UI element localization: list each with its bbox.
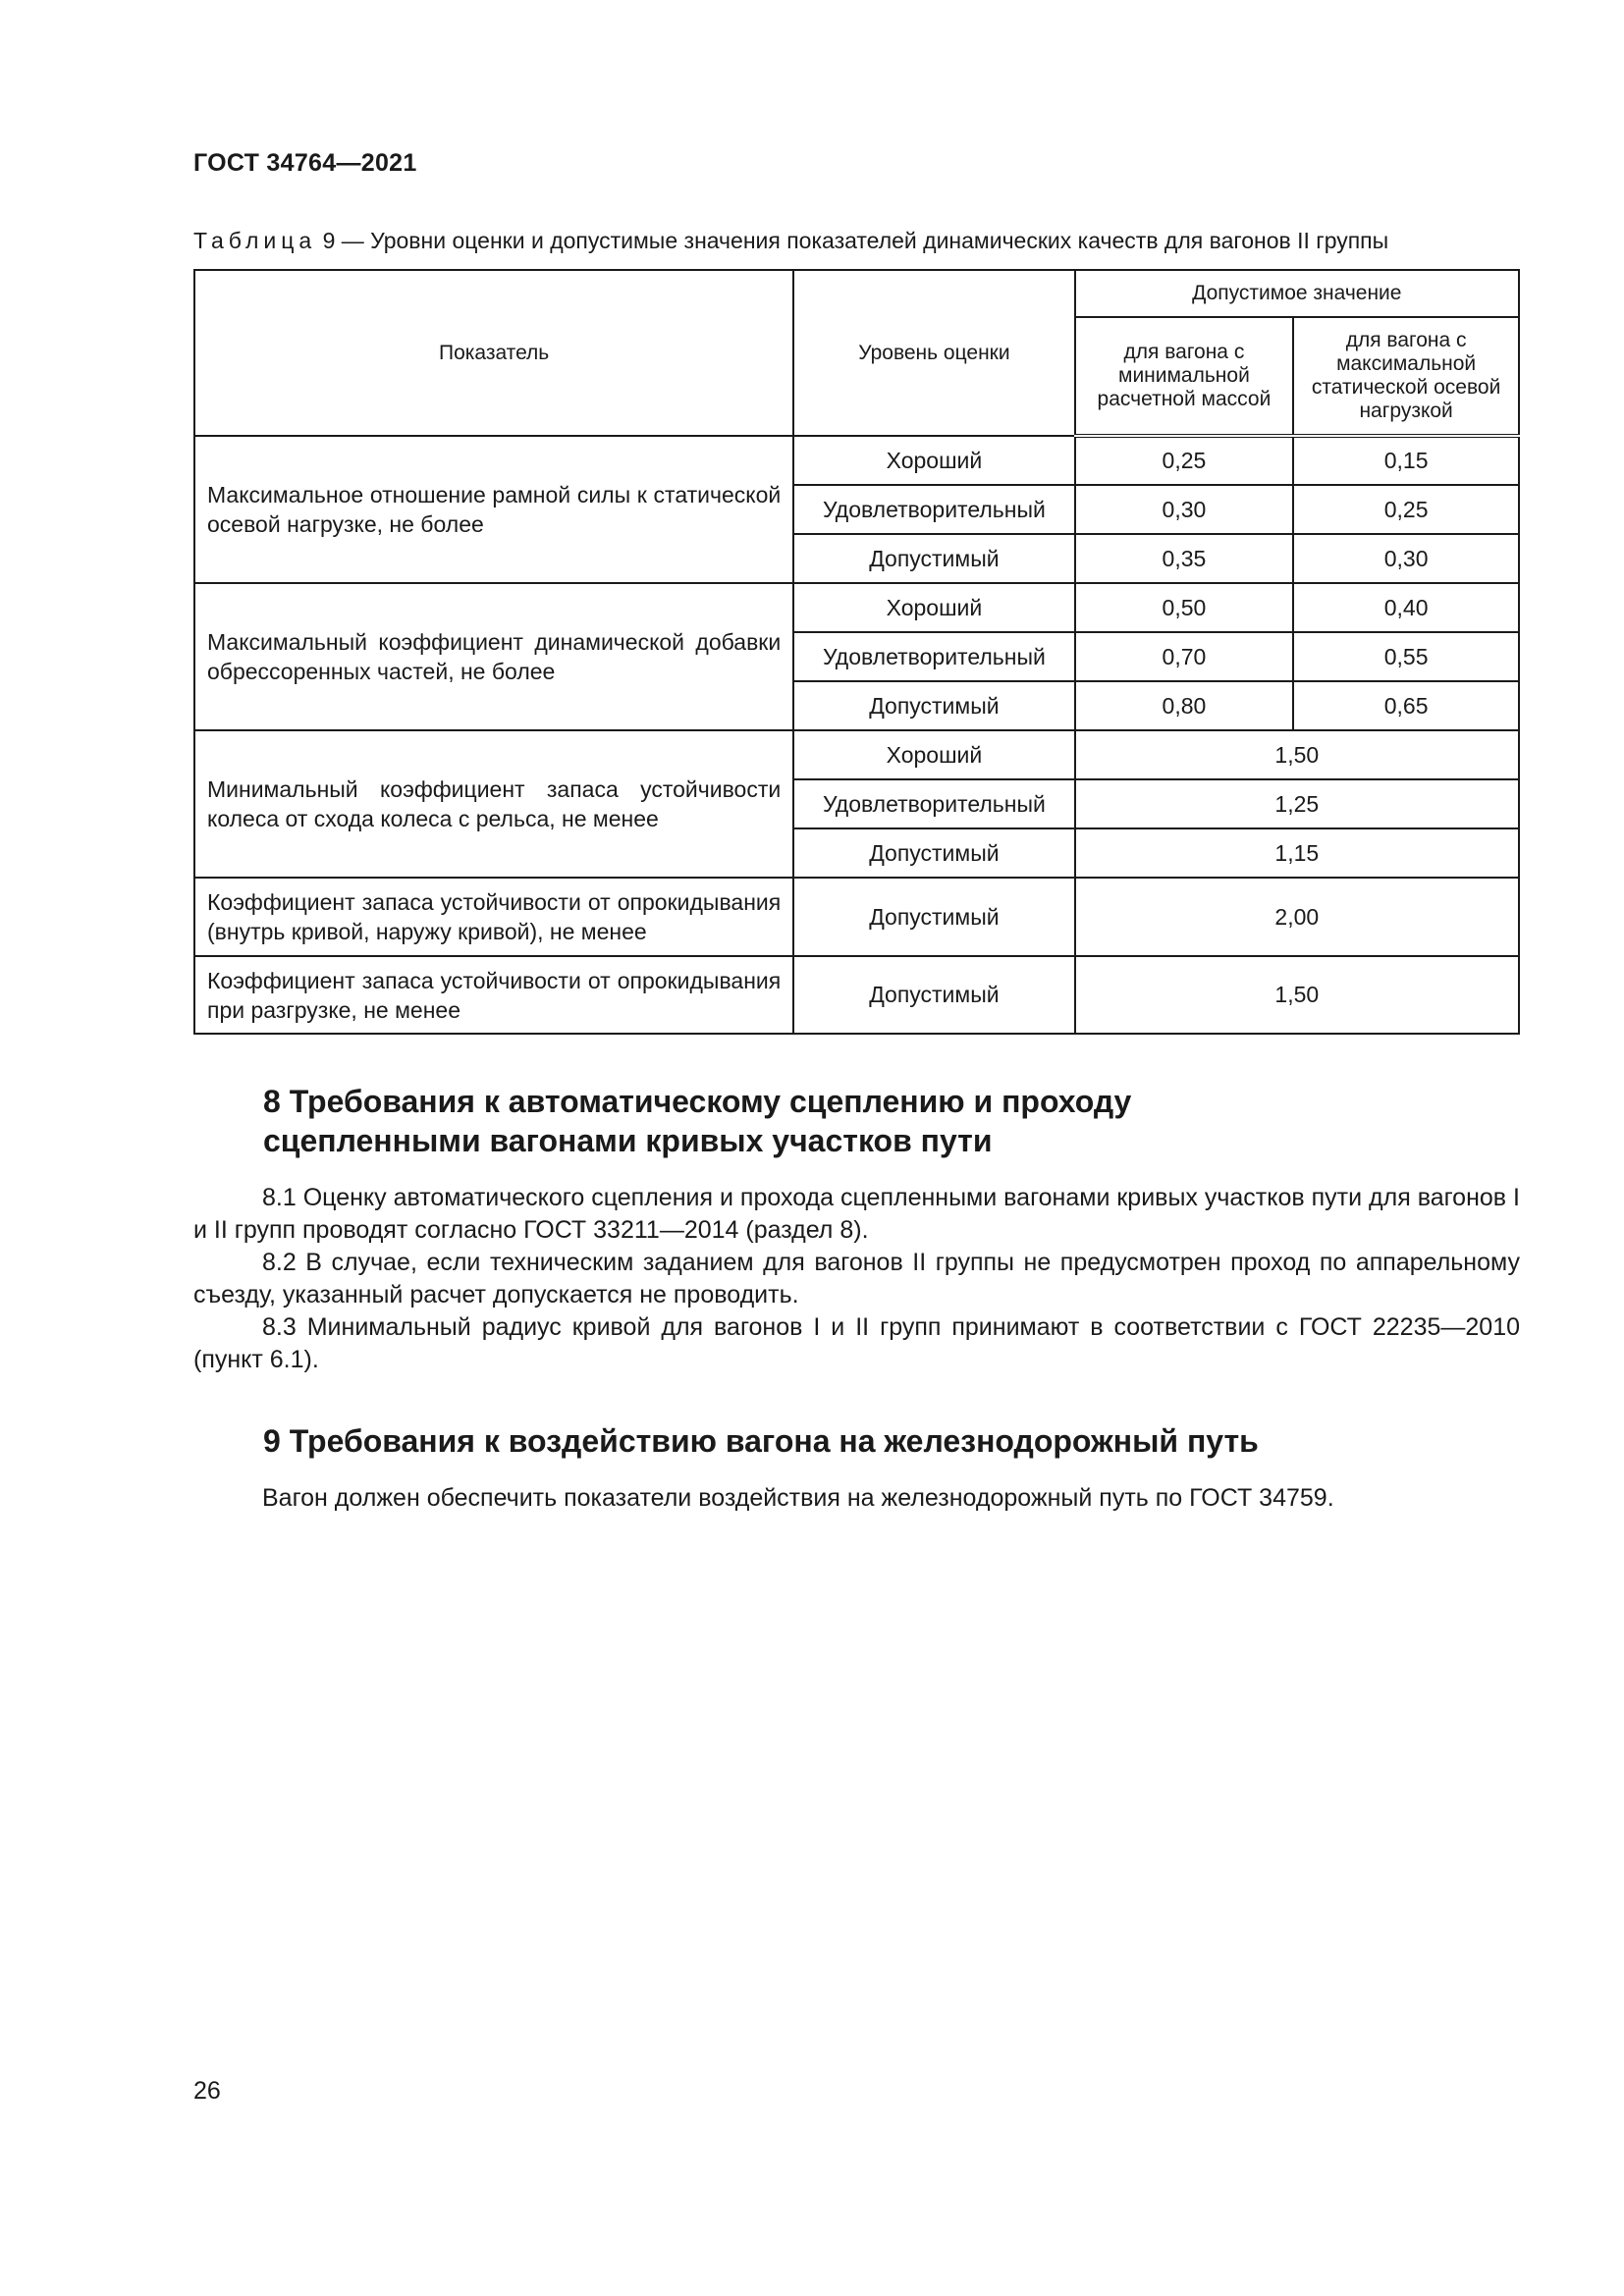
section-8-title-line1: 8 Требования к автоматическому сцеплению и проходу (263, 1084, 1132, 1119)
level-cell: Удовлетворительный (793, 779, 1074, 828)
table-row (194, 583, 1519, 632)
paragraph-9-text: Вагон должен обеспечить показатели воздействия на железнодорожный путь по ГОСТ 34759. (262, 1484, 1334, 1512)
page-number: 26 (193, 2077, 221, 2105)
value-max-cell: 0,30 (1293, 534, 1519, 583)
value-cell: 2,00 (1075, 878, 1519, 956)
value-max-cell: 0,40 (1293, 583, 1519, 632)
value-min-cell: 0,70 (1075, 632, 1294, 681)
paragraph-8-2 (193, 1247, 1520, 1311)
table-row (194, 956, 1519, 1034)
value-min-cell: 0,50 (1075, 583, 1294, 632)
value-min-cell: 0,80 (1075, 681, 1294, 730)
indicator-cell: Максимальное отношение рамной силы к статической осевой нагрузке, не более (194, 436, 793, 583)
table-caption-prefix: Таблица (193, 228, 317, 253)
value-max-cell: 0,25 (1293, 485, 1519, 534)
table-caption-text: 9 — Уровни оценки и допустимые значения показателей динамических качеств для вагонов II группы (316, 228, 1389, 253)
th-indicator: Показатель (194, 270, 793, 436)
section-8-title-line2: сцепленными вагонами кривых участков пути (263, 1123, 993, 1158)
paragraph-8-3-text: 8.3 Минимальный радиус кривой для вагонов I и II групп принимают в соответствии с ГОСТ 22235—2010 (пункт 6.1). (193, 1313, 1520, 1373)
value-min-cell: 0,25 (1075, 436, 1294, 485)
level-cell: Допустимый (793, 956, 1074, 1034)
th-allowed: Допустимое значение (1075, 270, 1519, 317)
level-cell: Допустимый (793, 534, 1074, 583)
indicator-cell: Коэффициент запаса устойчивости от опрокидывания (внутрь кривой, наружу кривой), не менее (194, 878, 793, 956)
value-max-cell: 0,65 (1293, 681, 1519, 730)
th-max-load: для вагона с максимальной статической осевой нагрузкой (1293, 317, 1519, 436)
table-row (194, 878, 1519, 956)
section-8-title (263, 1082, 1520, 1160)
indicator-cell: Максимальный коэффициент динамической добавки обрессоренных частей, не более (194, 583, 793, 730)
table-row (194, 436, 1519, 485)
th-level: Уровень оценки (793, 270, 1074, 436)
section-9-title: 9 Требования к воздействию вагона на железнодорожный путь (263, 1423, 1259, 1459)
dynamics-table (193, 269, 1520, 1035)
level-cell: Удовлетворительный (793, 632, 1074, 681)
level-cell: Хороший (793, 436, 1074, 485)
level-cell: Удовлетворительный (793, 485, 1074, 534)
value-cell: 1,50 (1075, 956, 1519, 1034)
table-caption (193, 228, 1519, 254)
indicator-cell: Минимальный коэффициент запаса устойчивости колеса от схода колеса с рельса, не менее (194, 730, 793, 878)
paragraph-8-1-text: 8.1 Оценку автоматического сцепления и прохода сцепленными вагонами кривых участков пути для вагонов I и II групп проводят согласно ГОСТ 33211—2014 (раздел 8). (193, 1184, 1520, 1244)
value-cell: 1,15 (1075, 828, 1519, 878)
paragraph-8-1 (193, 1182, 1520, 1247)
paragraph-9 (193, 1482, 1520, 1515)
value-cell: 1,50 (1075, 730, 1519, 779)
th-min-mass: для вагона с минимальной расчетной массой (1075, 317, 1294, 436)
value-max-cell: 0,55 (1293, 632, 1519, 681)
value-min-cell: 0,30 (1075, 485, 1294, 534)
document-code: ГОСТ 34764—2021 (193, 149, 417, 177)
level-cell: Допустимый (793, 878, 1074, 956)
value-max-cell: 0,15 (1293, 436, 1519, 485)
table-row (194, 730, 1519, 779)
paragraph-8-3 (193, 1311, 1520, 1376)
level-cell: Допустимый (793, 828, 1074, 878)
value-min-cell: 0,35 (1075, 534, 1294, 583)
value-cell: 1,25 (1075, 779, 1519, 828)
level-cell: Хороший (793, 583, 1074, 632)
level-cell: Хороший (793, 730, 1074, 779)
indicator-cell: Коэффициент запаса устойчивости от опрокидывания при разгрузке, не менее (194, 956, 793, 1034)
paragraph-8-2-text: 8.2 В случае, если техническим заданием для вагонов II группы не предусмотрен проход по аппарельному съезду, указанный расчет допускается не проводить. (193, 1249, 1520, 1308)
level-cell: Допустимый (793, 681, 1074, 730)
